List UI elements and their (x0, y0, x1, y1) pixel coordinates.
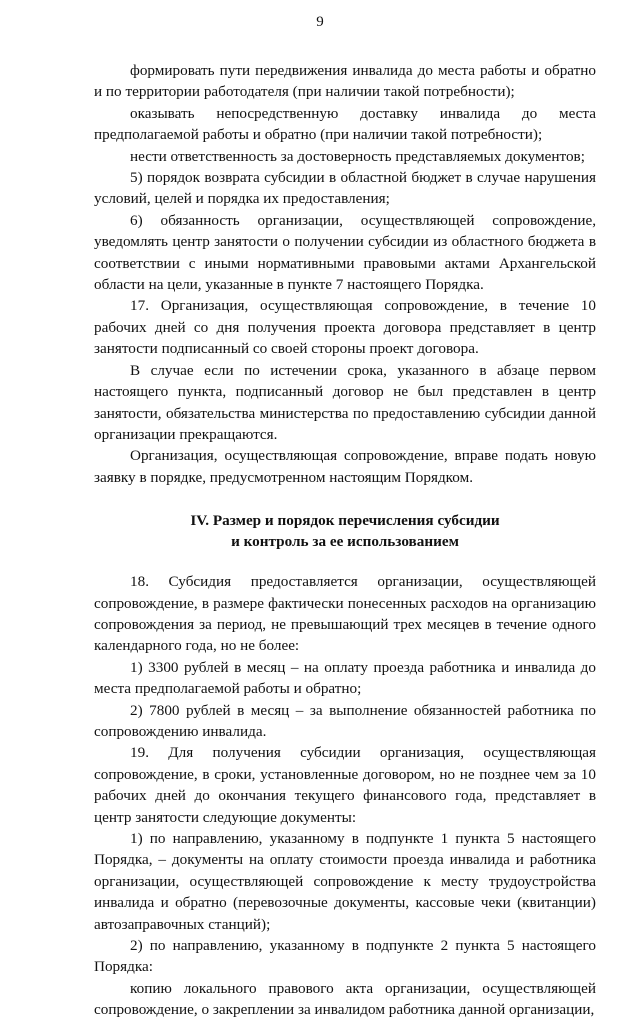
paragraph: 1) 3300 рублей в месяц – на оплату проезда работника и инвалида до места предполагаемой работы и обратно; (94, 658, 596, 698)
section-heading-line: IV. Размер и порядок перечисления субсидии (190, 512, 500, 530)
page-number: 9 (316, 14, 324, 30)
section-heading (94, 510, 596, 552)
paragraph: формировать пути передвижения инвалида до места работы и обратно и по территории работодателя (при наличии такой потребности); (94, 62, 596, 101)
paragraph: 1) по направлению, указанному в подпункте 1 пункта 5 настоящего Порядка, – документы на оплату стоимости проезда инвалида и работника организации, осуществляющей сопровождение к месту трудоустройства инвалида и обратно (перевозочные документы, кассовые чеки (квитанции) автозаправочных станций); (94, 830, 596, 933)
paragraph: оказывать непосредственную доставку инвалида до места предполагаемой работы и обратно (при наличии такой потребности); (94, 104, 596, 144)
paragraph: 2) 7800 рублей в месяц – за выполнение обязанностей работника по сопровождению инвалида. (94, 701, 596, 740)
paragraph: 17. Организация, осуществляющая сопровождение, в течение 10 рабочих дней со дня получения проекта договора представляет в центр занятости подписанный со своей стороны проект договора. (94, 297, 596, 358)
document-body (94, 60, 596, 1021)
paragraph: Организация, осуществляющая сопровождение, вправе подать новую заявку в порядке, предусмотренном настоящим Порядком. (94, 447, 596, 486)
paragraph: нести ответственность за достоверность представляемых документов; (130, 147, 585, 165)
paragraph: В случае если по истечении срока, указанного в абзаце первом настоящего пункта, подписанный договор не был представлен в центр занятости, обязательства министерства по предоставлению субсидии данной организации прекращаются. (94, 361, 596, 443)
paragraph: 18. Субсидия предоставляется организации, осуществляющей сопровождение, в размере фактически понесенных расходов на организацию сопровождения за период, не превышающий трех месяцев в течение одного календарного года, но не более: (94, 573, 596, 655)
paragraph: 6) обязанность организации, осуществляющей сопровождение, уведомлять центр занятости о получении субсидии из областного бюджета в соответствии с иными нормативными правовыми актами Архангельской области на цели, указанные в пункте 7 настоящего Порядка. (94, 211, 596, 294)
paragraph: 19. Для получения субсидии организация, осуществляющая сопровождение, в сроки, установленные договором, но не позднее чем за 10 рабочих дней до окончания текущего финансового года, представляет в центр занятости следующие документы: (94, 744, 596, 826)
paragraph: 5) порядок возврата субсидии в областной бюджет в случае нарушения условий, целей и порядка их предоставления; (94, 169, 596, 208)
paragraph: копию локального правового акта организации, осуществляющей сопровождение, о закреплении за инвалидом работника данной организации, (94, 979, 596, 1019)
paragraph: 2) по направлению, указанному в подпункте 2 пункта 5 настоящего Порядка: (94, 937, 596, 976)
section-heading-line: и контроль за ее использованием (231, 533, 459, 551)
